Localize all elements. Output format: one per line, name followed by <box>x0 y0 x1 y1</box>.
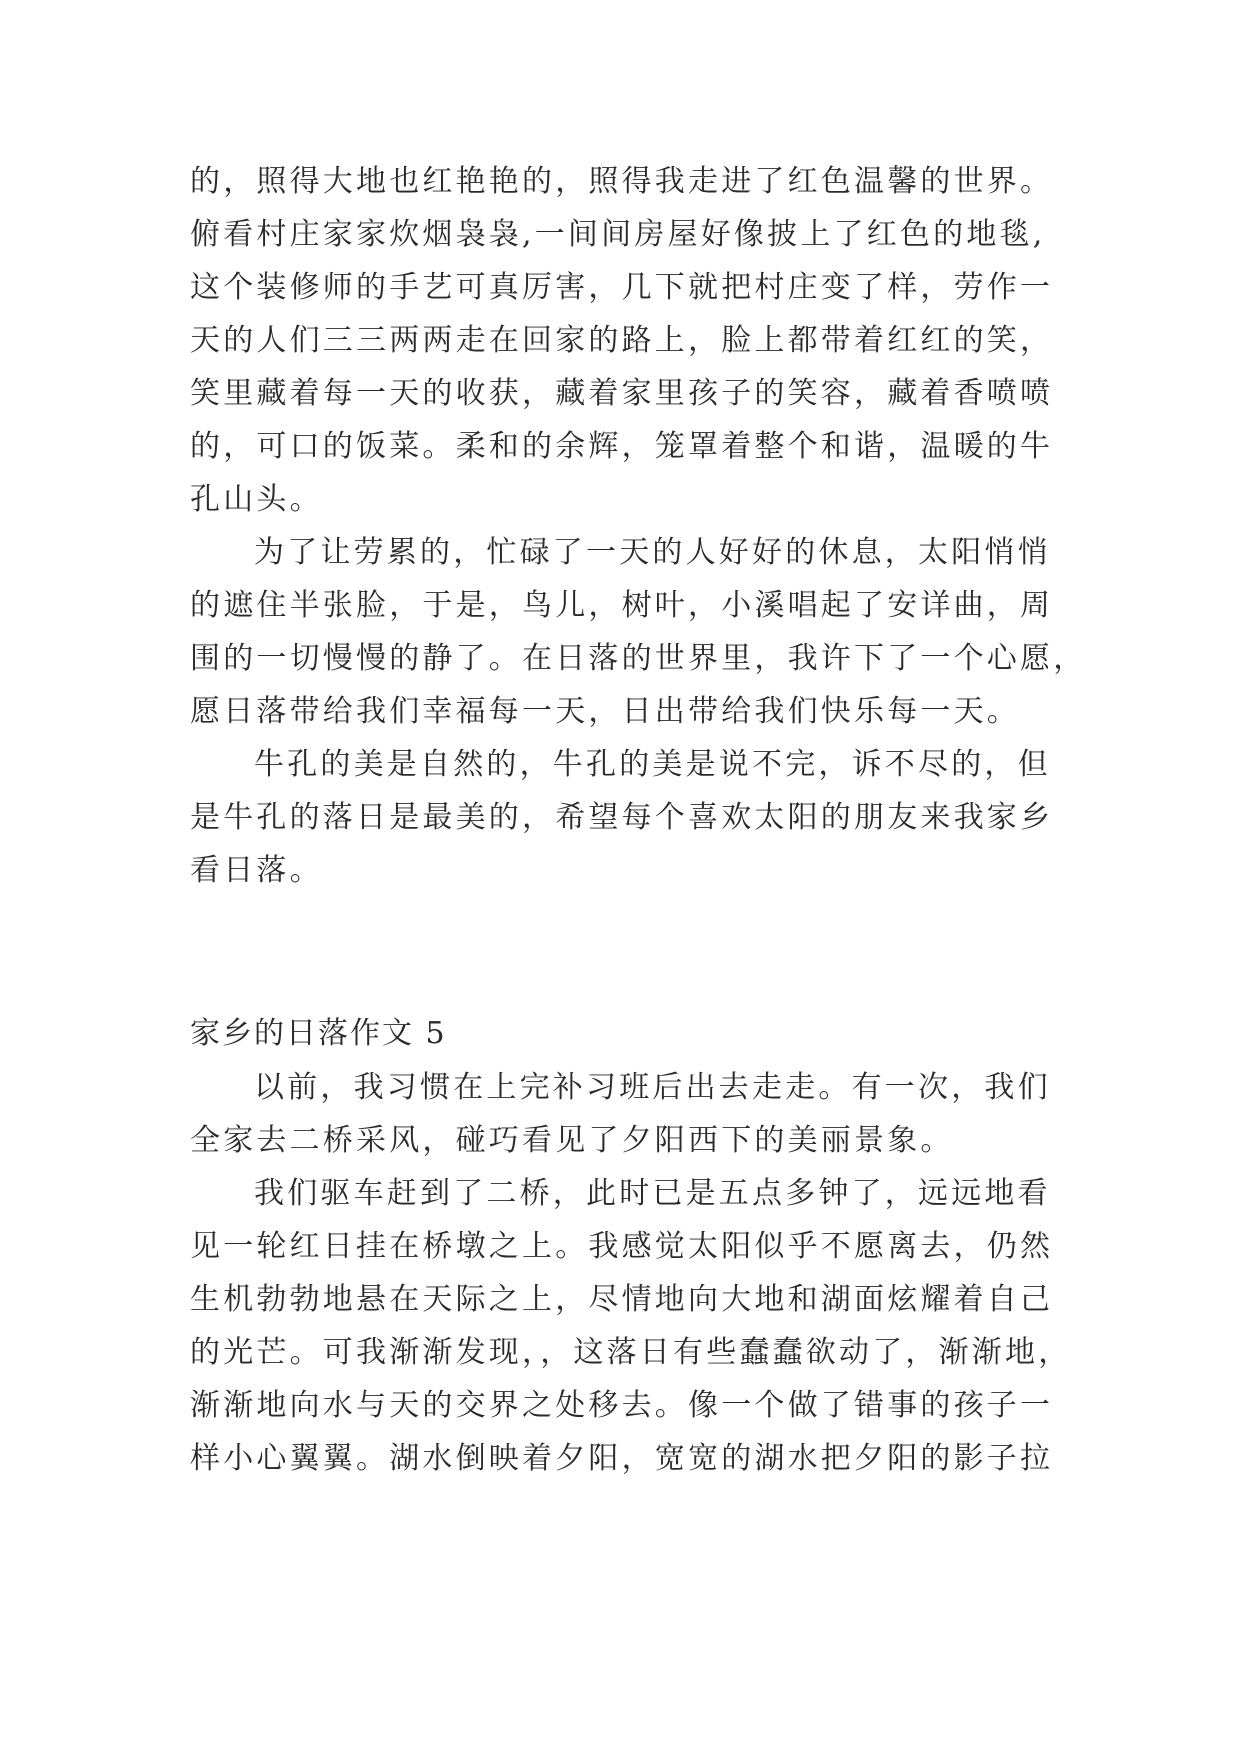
paragraph-line: 孔山头。 <box>190 482 323 517</box>
paragraph-line: 的光芒。可我渐渐发现，，这落日有些蠢蠢欲动了，渐渐地， <box>190 1335 1072 1370</box>
paragraph-line: 生机勃勃地悬在天际之上，尽情地向大地和湖面炫耀着自己 <box>190 1282 1054 1317</box>
paragraph-line: 笑里藏着每一天的收获，藏着家里孩子的笑容，藏着香喷喷 <box>190 376 1054 411</box>
paragraph-line: 见一轮红日挂在桥墩之上。我感觉太阳似乎不愿离去，仍然 <box>190 1229 1054 1264</box>
paragraph-line: 我们驱车赶到了二桥，此时已是五点多钟了，远远地看 <box>254 1176 1051 1211</box>
paragraph-line: 的，可口的饭菜。柔和的余辉，笼罩着整个和谐，温暖的牛 <box>190 429 1054 464</box>
paragraph-line: 以前，我习惯在上完补习班后出去走走。有一次，我们 <box>254 1070 1051 1105</box>
paragraph-line: 看日落。 <box>190 853 323 888</box>
paragraph-line: 天的人们三三两两走在回家的路上，脸上都带着红红的笑， <box>190 323 1054 358</box>
paragraph-line: 为了让劳累的，忙碌了一天的人好好的休息，太阳悄悄 <box>254 535 1051 570</box>
paragraph-line: 牛孔的美是自然的，牛孔的美是说不完，诉不尽的，但 <box>254 747 1051 782</box>
paragraph-line: 的，照得大地也红艳艳的，照得我走进了红色温馨的世界。 <box>190 164 1054 199</box>
paragraph-line: 的遮住半张脸，于是，鸟儿，树叶，小溪唱起了安详曲，周 <box>190 588 1054 623</box>
paragraph-line: 样小心翼翼。湖水倒映着夕阳，宽宽的湖水把夕阳的影子拉 <box>190 1441 1054 1476</box>
paragraph-line: 是牛孔的落日是最美的，希望每个喜欢太阳的朋友来我家乡 <box>190 800 1054 835</box>
paragraph-line: 围的一切慢慢的静了。在日落的世界里，我许下了一个心愿， <box>190 641 1087 676</box>
paragraph-line: 愿日落带给我们幸福每一天，日出带给我们快乐每一天。 <box>190 694 1020 729</box>
paragraph-line: 这个装修师的手艺可真厉害，几下就把村庄变了样，劳作一 <box>190 270 1054 305</box>
paragraph-line: 全家去二桥采风，碰巧看见了夕阳西下的美丽景象。 <box>190 1123 954 1158</box>
paragraph-line: 渐渐地向水与天的交界之处移去。像一个做了错事的孩子一 <box>190 1388 1054 1423</box>
paragraph-line: 俯看村庄家家炊烟袅袅,一间间房屋好像披上了红色的地毯, <box>190 217 1046 252</box>
section-heading: 家乡的日落作文 5 <box>190 1016 447 1051</box>
